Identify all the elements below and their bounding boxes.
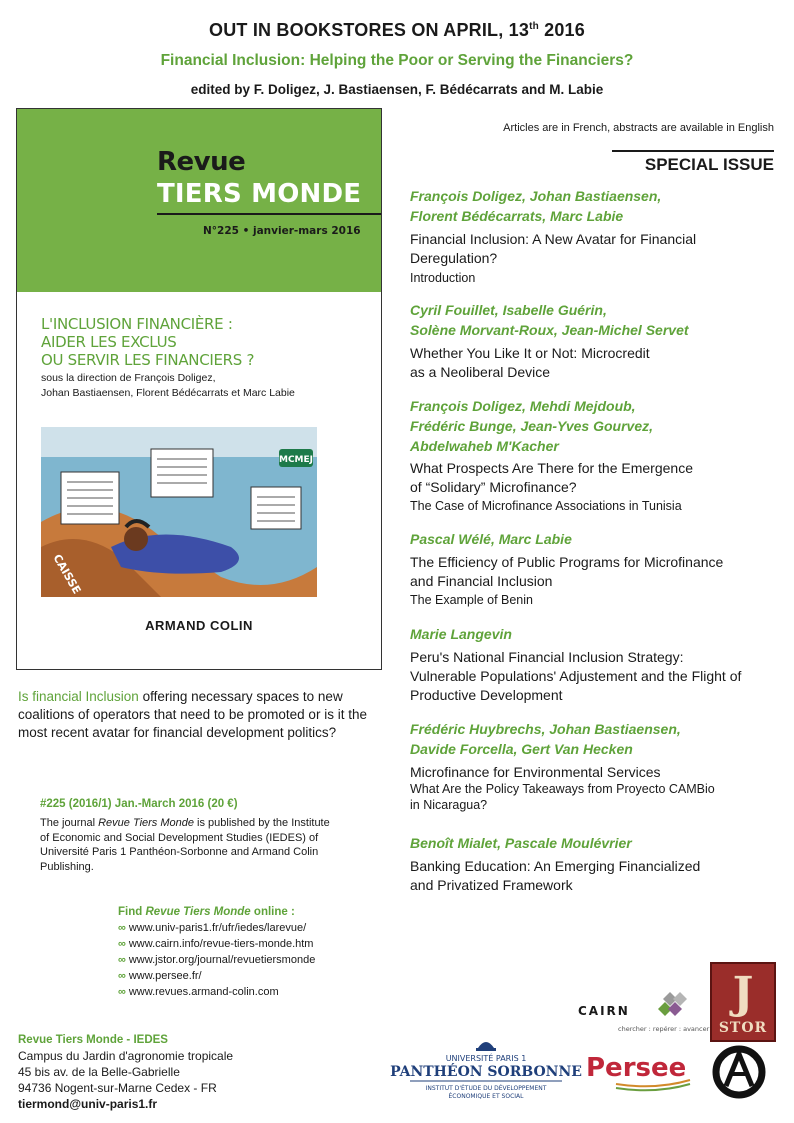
infinity-bullet-icon: ∞: [118, 986, 126, 998]
infinity-bullet-icon: ∞: [118, 938, 126, 950]
title-line: Deregulation?: [410, 250, 498, 266]
cover-headline-line: OU SERVIR LES FINANCIERS ?: [41, 351, 255, 369]
persee-word: Persee: [586, 1053, 687, 1083]
subtitle-line: in Nicaragua?: [410, 798, 488, 812]
article-subtitle: The Example of Benin: [410, 593, 533, 607]
author-line: François Doligez, Mehdi Mejdoub,: [410, 398, 636, 414]
cover-direction-line: sous la direction de François Doligez,: [41, 372, 216, 384]
title-line: Financial Inclusion: A New Avatar for Financial: [410, 231, 697, 247]
cover-issue-number: N°225 • janvier-mars 2016: [203, 225, 361, 237]
online-heading-pre: Find: [118, 906, 146, 918]
article-authors: [410, 186, 780, 226]
editors-line: edited by F. Doligez, J. Bastiaensen, F. Bédécarrats and M. Labie: [190, 82, 604, 97]
cover-art-caisse: CAISSE: [50, 552, 84, 597]
cover-art-mcmej: MCMEJ: [278, 455, 314, 465]
jstor-logo[interactable]: [710, 962, 776, 1042]
cover-revue: Revue: [157, 147, 246, 177]
cover-direction-line: Johan Bastiaensen, Florent Bédécarrats et Marc Labie: [41, 387, 295, 399]
article-title: [410, 857, 780, 895]
journal-desc-name: Revue Tiers Monde: [98, 817, 194, 829]
address-heading: Revue Tiers Monde - IEDES: [18, 1034, 168, 1046]
jstor-word: STOR: [718, 1020, 768, 1036]
online-link-url[interactable]: www.revues.armand-colin.com: [128, 986, 279, 998]
cover-publisher: ARMAND COLIN: [145, 618, 253, 633]
page-subtitle: Financial Inclusion: Helping the Poor or Serving the Financiers?: [160, 52, 634, 69]
author-line: Solène Morvant-Roux, Jean-Michel Servet: [410, 322, 689, 338]
online-heading-post: online :: [250, 906, 295, 918]
journal-description: [40, 816, 340, 874]
address-line: Campus du Jardin d'agronomie tropicale: [18, 1049, 234, 1063]
address-line: 45 bis av. de la Belle-Gabrielle: [18, 1065, 180, 1079]
title-line: The Efficiency of Public Programs for Microfinance: [410, 554, 724, 570]
article-authors: [410, 396, 780, 456]
intro-rest: offering necessary spaces to new coalitions of operators that need to be promoted or is it the most recent avatar for financial development politics?: [18, 689, 367, 740]
sorbonne-inst-2: ÉCONOMIQUE ET SOCIAL: [448, 1093, 524, 1100]
title-line: Banking Education: An Emerging Financialized: [410, 858, 701, 874]
journal-cover: [16, 108, 382, 670]
cover-headline: [41, 315, 254, 369]
online-link-item[interactable]: [118, 970, 202, 982]
journal-desc-post: is published by the Institute of Economic and Social Development Studies (IEDES) of Université Paris 1 Panthéon-Sorbonne and Armand Colin Publishing.: [40, 817, 330, 873]
online-link-url[interactable]: www.univ-paris1.fr/ufr/iedes/larevue/: [128, 922, 307, 934]
online-link-item[interactable]: [118, 922, 306, 934]
article-authors: [410, 833, 780, 853]
article-authors: [410, 624, 780, 644]
online-link-item[interactable]: [118, 954, 315, 966]
special-issue-heading: SPECIAL ISSUE: [612, 150, 774, 175]
author-line: Marie Langevin: [410, 626, 512, 642]
article-subtitle: [410, 781, 780, 813]
issue-price-line: #225 (2016/1) Jan.-March 2016 (20 €): [40, 798, 238, 810]
title-line: and Privatized Framework: [410, 877, 573, 893]
intro-paragraph: [18, 688, 380, 742]
title-line: Vulnerable Populations' Adjustement and the Flight of: [410, 668, 742, 684]
online-link-item[interactable]: [118, 986, 279, 998]
title-superscript: th: [529, 21, 539, 32]
author-line: François Doligez, Johan Bastiaensen,: [410, 188, 662, 204]
title-line: Microfinance for Environmental Services: [410, 764, 661, 780]
cover-headline-line: AIDER LES EXCLUS: [41, 333, 177, 351]
armand-colin-logo[interactable]: [708, 1046, 770, 1098]
online-link-url[interactable]: www.persee.fr/: [128, 970, 202, 982]
author-line: Benoît Mialet, Pascale Moulévrier: [410, 835, 632, 851]
page-title: [0, 20, 794, 41]
title-line: of “Solidary” Microfinance?: [410, 479, 577, 495]
title-year: 2016: [544, 20, 585, 40]
article-authors: [410, 300, 780, 340]
article-subtitle: Introduction: [410, 271, 476, 285]
jstor-letter: J: [732, 968, 754, 1019]
article-subtitle: The Case of Microfinance Associations in Tunisia: [410, 499, 682, 513]
journal-desc-pre: The journal: [40, 817, 99, 829]
sorbonne-univ: UNIVERSITÉ PARIS 1: [445, 1054, 527, 1063]
article-authors: [410, 529, 780, 549]
title-line: as a Neoliberal Device: [410, 364, 551, 380]
cover-illustration: [41, 427, 317, 597]
author-line: Davide Forcella, Gert Van Hecken: [410, 741, 633, 757]
author-line: Florent Bédécarrats, Marc Labie: [410, 208, 624, 224]
cairn-tagline: chercher : repérer : avancer: [618, 1025, 710, 1033]
title-main: OUT IN BOOKSTORES ON APRIL, 13: [209, 20, 530, 40]
title-line: Productive Development: [410, 687, 563, 703]
subtitle-line: What Are the Policy Takeaways from Proyecto CAMBio: [410, 782, 715, 796]
sorbonne-inst-1: INSTITUT D'ÉTUDE DU DÉVELOPPEMENT: [425, 1085, 547, 1092]
sorbonne-name: PANTHÉON SORBONNE: [390, 1064, 582, 1080]
title-line: What Prospects Are There for the Emergence: [410, 460, 693, 476]
language-note: Articles are in French, abstracts are available in English: [503, 122, 774, 134]
author-line: Frédéric Bunge, Jean-Yves Gourvez,: [410, 418, 654, 434]
article-title: [410, 230, 780, 268]
online-heading-name: Revue Tiers Monde: [145, 906, 251, 918]
intro-highlight: Is financial Inclusion: [18, 689, 139, 704]
address-line: 94736 Nogent-sur-Marne Cedex - FR: [18, 1081, 217, 1095]
cover-rule: [157, 213, 381, 215]
article-title: [410, 553, 780, 591]
author-line: Pascal Wélé, Marc Labie: [410, 531, 572, 547]
article-authors: [410, 719, 780, 759]
article-title: [410, 344, 780, 382]
article-title: [410, 459, 780, 497]
cairn-logo[interactable]: [578, 995, 708, 1035]
title-line: Peru's National Financial Inclusion Strategy:: [410, 649, 684, 665]
title-line: Whether You Like It or Not: Microcredit: [410, 345, 650, 361]
infinity-bullet-icon: ∞: [118, 922, 126, 934]
sorbonne-logo[interactable]: [390, 1034, 582, 1104]
article-title: [410, 763, 780, 782]
ac-mark: AC: [738, 1097, 740, 1098]
online-link-url[interactable]: www.cairn.info/revue-tiers-monde.htm: [128, 938, 314, 950]
cairn-word: CAIRN: [578, 1004, 630, 1018]
author-line: Frédéric Huybrechs, Johan Bastiaensen,: [410, 721, 681, 737]
online-heading: [118, 906, 295, 918]
author-line: Abdelwaheb M'Kacher: [410, 438, 559, 454]
persee-logo[interactable]: [586, 1044, 696, 1094]
infinity-bullet-icon: ∞: [118, 970, 126, 982]
title-line: and Financial Inclusion: [410, 573, 553, 589]
contact-email[interactable]: tiermond@univ-paris1.fr: [18, 1097, 158, 1111]
cover-tiers-monde: TIERS MONDE: [157, 179, 362, 209]
online-link-item[interactable]: [118, 938, 313, 950]
online-link-url[interactable]: www.jstor.org/journal/revuetiersmonde: [128, 954, 316, 966]
article-title: [410, 648, 780, 705]
author-line: Cyril Fouillet, Isabelle Guérin,: [410, 302, 607, 318]
cover-headline-line: L'INCLUSION FINANCIÈRE :: [41, 315, 233, 333]
infinity-bullet-icon: ∞: [118, 954, 126, 966]
